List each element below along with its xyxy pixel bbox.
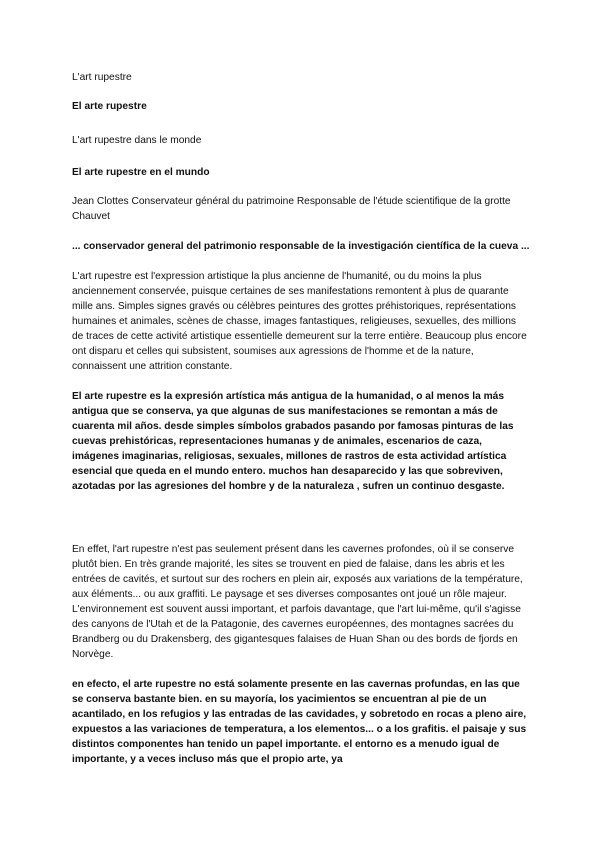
subtitle-es: El arte rupestre en el mundo xyxy=(72,167,210,178)
paragraph-1-fr: L'art rupestre est l'expression artistique la plus ancienne de l'humanité, ou du moins la plus anciennement conservée, puisque certaines de ses manifestations remontent à plus de quarante mille ans. Simples signes gravés ou célèbres peintures des grottes préhistoriques, représentations humaines et animales, scènes de chasse, images fantastiques, religieuses, sexuelles, des millions de traces de cette activité artistique essentielle demeurent sur la terre entière. Beaucoup plus encore ont disparu et celles qui subsistent, soumises aux agressions de l'homme et de la nature, connaissent une attrition constante. xyxy=(72,271,527,372)
subtitle-fr: L'art rupestre dans le monde xyxy=(72,135,202,146)
paragraph-2-fr: En effet, l'art rupestre n'est pas seulement présent dans les cavernes profondes, où il se conserve plutôt bien. En très grande majorité, les sites se trouvent en pied de falaise, dans les abris et les entrées de cavités, et surtout sur des rochers en plein air, exposés aux variations de la température, aux éléments... ou aux graffiti. Le paysage et ses diverses composantes ont joué un rôle majeur. L'environnement est souvent aussi important, et parfois davantage, que l'art lui-même, qu'il s'agisse des canyons de l'Utah et de la Patagonie, des cavernes européennes, des montagnes sacrées du Brandberg ou du Drakensberg, des gigantesques falaises de Huan Shan ou des bords de fjords en Norvège. xyxy=(72,544,523,660)
author-es: ... conservador general del patrimonio responsable de la investigación científica de la cueva ... xyxy=(72,241,530,252)
paragraph-1-es: El arte rupestre es la expresión artística más antigua de la humanidad, o al menos la más antigua que se conserva, ya que algunas de sus manifestaciones se remontan a más de cuarenta mil años. desde simples símbolos grabados pasando por famosas pinturas de las cuevas prehistóricas, representaciones humanas y de animales, escenarios de caza, imágenes imaginarias, religiosas, sexuales, millones de rastros de esta actividad artística esencial que queda en el mundo entero. muchos han desaparecido y las que sobreviven, azotadas por las agresiones del hombre y de la naturaleza , sufren un continuo desgaste. xyxy=(72,391,514,492)
title-es: El arte rupestre xyxy=(72,101,147,112)
title-fr: L'art rupestre xyxy=(72,72,132,83)
paragraph-2-es: en efecto, el arte rupestre no está solamente presente en las cavernas profundas, en las que se conserva bastante bien. en su mayoría, los yacimientos se encuentran al pie de un acantilado, en los refugios y las entradas de las cavidades, y sobretodo en rocas a pleno aire, expuestos a las variaciones de temperatura, a los elementos... o a los grafitis. el paisaje y sus distintos componentes han tenido un papel importante. el entorno es a menudo igual de importante, y a veces incluso más que el propio arte, ya xyxy=(72,679,527,765)
author-fr: Jean Clottes Conservateur général du patrimoine Responsable de l'étude scientifique de la grotte Chauvet xyxy=(72,196,511,222)
